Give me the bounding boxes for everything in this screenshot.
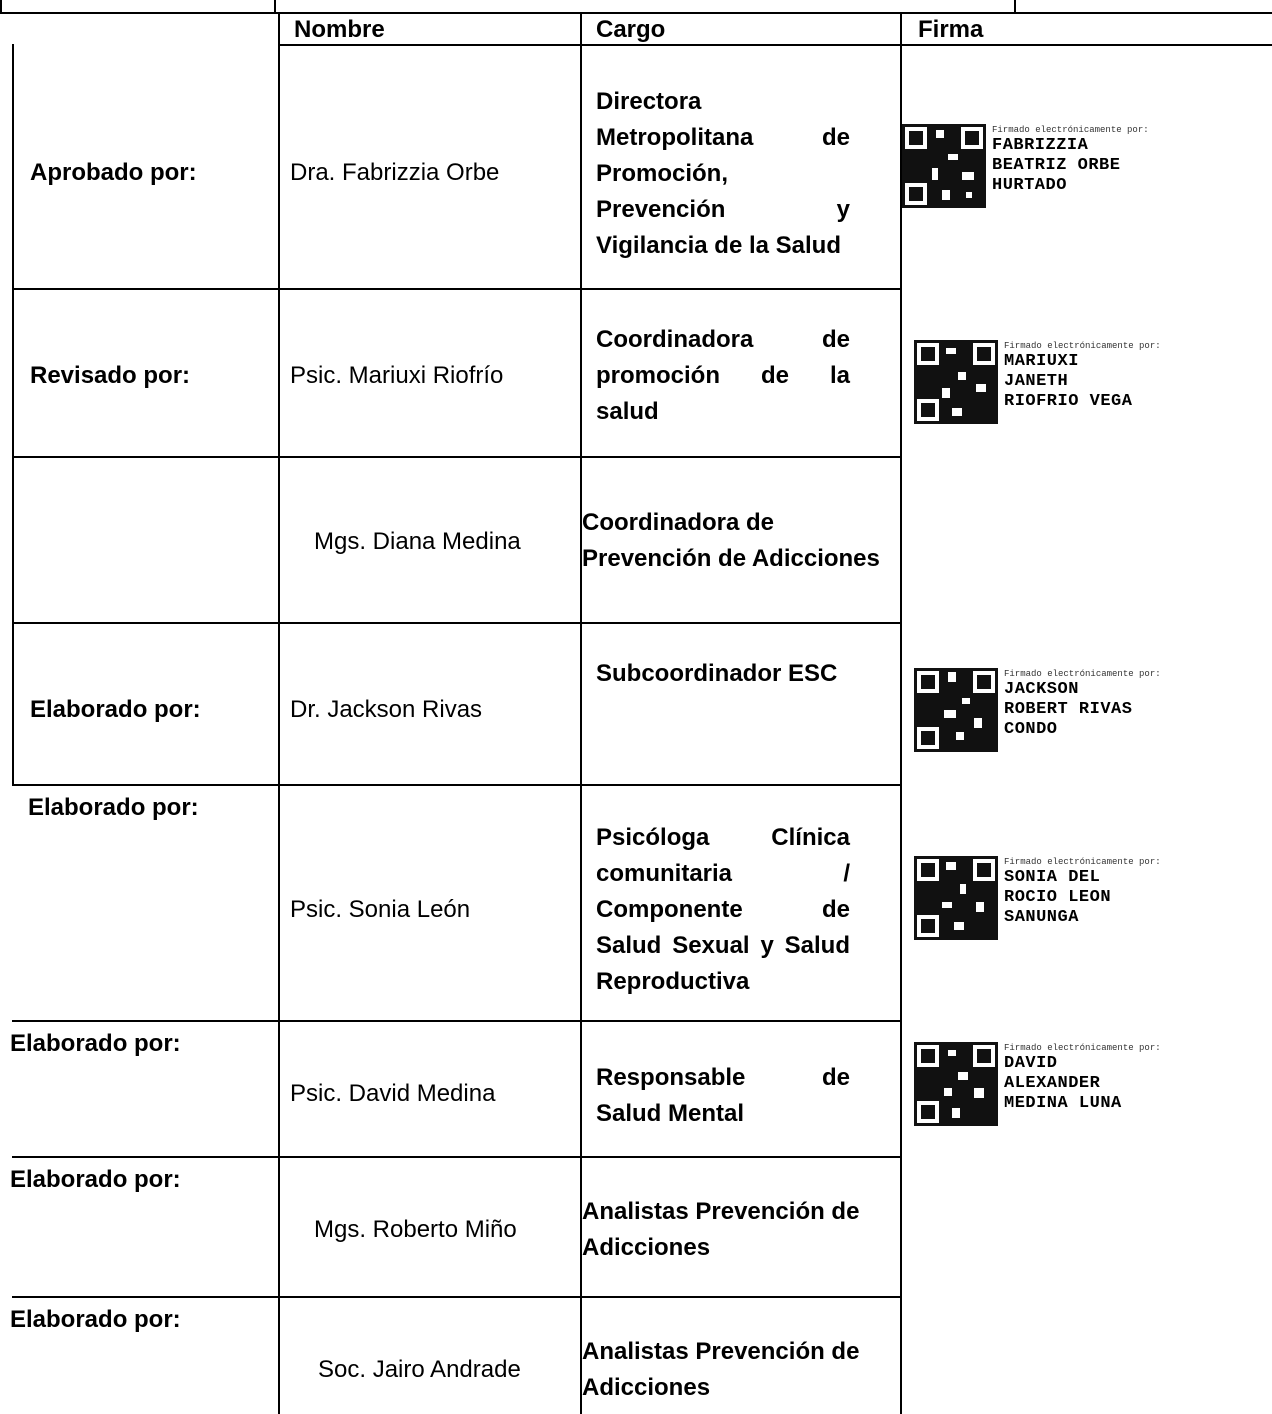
signature-caption: Firmado electrónicamente por:: [1004, 1043, 1161, 1053]
signature-name-line: ALEXANDER: [1004, 1074, 1101, 1093]
signature-name-line: DAVID: [1004, 1054, 1058, 1073]
cargo-line: Salud Mental: [596, 1100, 745, 1127]
cargo-line: Salud Sexual y Salud: [596, 932, 850, 959]
signature-name-line: ROBERT RIVAS: [1004, 700, 1133, 719]
row-cargo: [596, 656, 837, 692]
row-cargo: [582, 1194, 859, 1266]
row-name: Psic. David Medina: [290, 1080, 496, 1107]
row-name: Mgs. Diana Medina: [314, 528, 521, 555]
header-cargo: Cargo: [596, 16, 666, 43]
row-cargo: [582, 505, 880, 577]
row-cargo: [582, 1334, 859, 1406]
table-border-col1: [278, 14, 280, 1414]
row-name: Dra. Fabrizzia Orbe: [290, 159, 500, 186]
cargo-line: promoción de la: [596, 362, 850, 389]
qr-code-icon: [902, 124, 986, 208]
row-role: Elaborado por:: [30, 696, 201, 723]
row-role: Elaborado por:: [10, 1166, 181, 1193]
row-name: Mgs. Roberto Miño: [314, 1216, 517, 1243]
row-cargo: [596, 322, 850, 430]
table-rule: [12, 622, 902, 624]
table-rule: [12, 1020, 902, 1022]
cargo-line: Analistas Prevención de: [582, 1198, 860, 1225]
signature-name-line: MEDINA LUNA: [1004, 1094, 1122, 1113]
row-role: Elaborado por:: [28, 794, 199, 821]
cargo-line: Analistas Prevención de: [582, 1338, 860, 1365]
signature-caption: Firmado electrónicamente por:: [1004, 341, 1161, 351]
cargo-line: Vigilancia de la Salud: [596, 232, 841, 259]
cargo-line: Directora: [596, 88, 702, 115]
cargo-line: Adicciones: [582, 1234, 711, 1261]
signature-name-line: SANUNGA: [1004, 908, 1079, 927]
cargo-line: Subcoordinador ESC: [596, 660, 838, 687]
signature-name-line: JACKSON: [1004, 680, 1079, 699]
electronic-signature: [914, 1042, 1161, 1126]
cargo-line: comunitaria /: [596, 860, 850, 887]
electronic-signature: [914, 856, 1161, 940]
electronic-signature: [902, 124, 1149, 208]
signature-name-line: MARIUXI: [1004, 352, 1079, 371]
table-rule: [12, 1296, 902, 1298]
cargo-line: Componente de: [596, 896, 850, 923]
table-rule: [12, 1156, 902, 1158]
signature-name-line: RIOFRIO VEGA: [1004, 392, 1133, 411]
cargo-line: Responsable de: [596, 1064, 850, 1091]
row-name: Psic. Sonia León: [290, 896, 471, 923]
cargo-line: Metropolitana de: [596, 124, 850, 151]
qr-code-icon: [914, 340, 998, 424]
cargo-line: Prevención de Adicciones: [582, 545, 880, 572]
cargo-line: Adicciones: [582, 1374, 711, 1401]
signature-name-line: CONDO: [1004, 720, 1058, 739]
row-cargo: [596, 84, 850, 264]
cargo-line: Psicóloga Clínica: [596, 824, 850, 851]
table-rule: [12, 784, 902, 786]
row-cargo: [596, 1060, 850, 1132]
qr-code-icon: [914, 668, 998, 752]
table-rule: [12, 456, 902, 458]
signature-caption: Firmado electrónicamente por:: [992, 125, 1149, 135]
row-role: Elaborado por:: [10, 1030, 181, 1057]
table-rule: [12, 288, 902, 290]
table-rule: [278, 44, 1272, 46]
electronic-signature: [914, 340, 1161, 424]
signature-name-line: JANETH: [1004, 372, 1069, 391]
row-cargo: [596, 820, 850, 1000]
qr-code-icon: [914, 1042, 998, 1126]
row-role: Aprobado por:: [30, 159, 197, 186]
signature-name-line: SONIA DEL: [1004, 868, 1101, 887]
cargo-line: Reproductiva: [596, 968, 750, 995]
header-firma: Firma: [918, 16, 984, 43]
cargo-line: Promoción,: [596, 160, 729, 187]
table-border-col3: [900, 14, 902, 1414]
row-name: Dr. Jackson Rivas: [290, 696, 483, 723]
row-name: Psic. Mariuxi Riofrío: [290, 362, 504, 389]
signature-caption: Firmado electrónicamente por:: [1004, 857, 1161, 867]
row-role: Revisado por:: [30, 362, 191, 389]
signature-name-line: ROCIO LEON: [1004, 888, 1112, 907]
header-nombre: Nombre: [294, 16, 385, 43]
row-role: Elaborado por:: [10, 1306, 181, 1333]
signature-name-line: BEATRIZ ORBE: [992, 156, 1121, 175]
cargo-line: Prevención y: [596, 196, 850, 223]
signature-name-line: FABRIZZIA: [992, 136, 1089, 155]
cargo-line: salud: [596, 398, 659, 425]
row-name: Soc. Jairo Andrade: [318, 1356, 521, 1383]
cargo-line: Coordinadora de: [582, 509, 775, 536]
cargo-line: Coordinadora de: [596, 326, 850, 353]
signature-caption: Firmado electrónicamente por:: [1004, 669, 1161, 679]
qr-code-icon: [914, 856, 998, 940]
signature-name-line: HURTADO: [992, 176, 1067, 195]
table-border-left: [12, 44, 14, 784]
electronic-signature: [914, 668, 1161, 752]
